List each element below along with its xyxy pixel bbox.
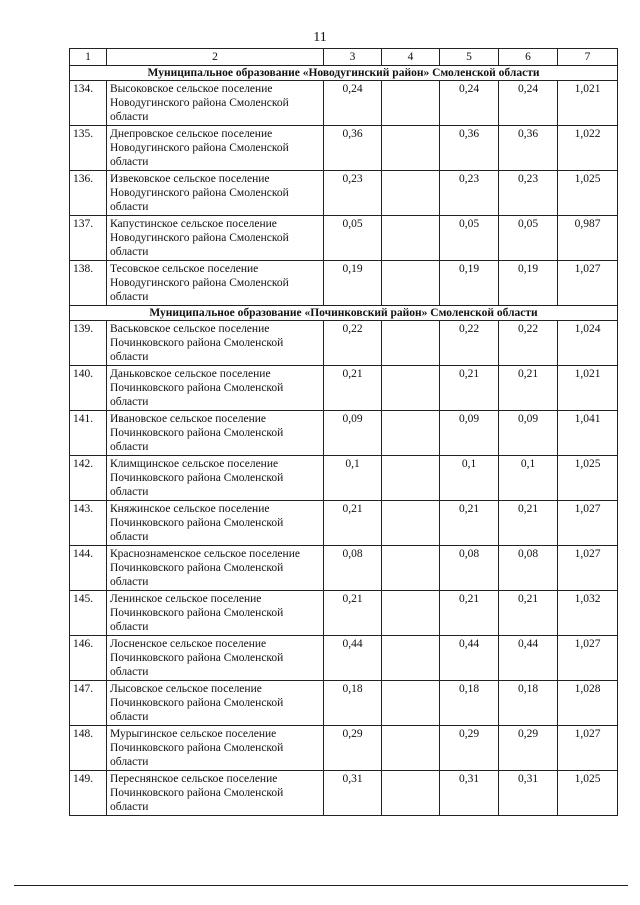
value-col4 (382, 546, 440, 591)
group-header-row (70, 306, 618, 321)
value-col4 (382, 216, 440, 261)
value-col7: 1,041 (558, 411, 618, 456)
value-col3: 0,21 (324, 366, 382, 411)
value-col6: 0,36 (499, 126, 558, 171)
value-col4 (382, 636, 440, 681)
value-col6: 0,21 (499, 591, 558, 636)
table-row (70, 771, 618, 816)
settlement-name: Ленинское сельское поселение Починковского района Смоленской области (107, 591, 324, 636)
row-number: 137. (70, 216, 107, 261)
value-col6: 0,08 (499, 546, 558, 591)
table-row (70, 321, 618, 366)
settlement-name: Переснянское сельское поселение Починковского района Смоленской области (107, 771, 324, 816)
column-header: 3 (324, 49, 382, 66)
value-col6: 0,23 (499, 171, 558, 216)
value-col4 (382, 321, 440, 366)
value-col7: 1,027 (558, 546, 618, 591)
value-col7: 1,032 (558, 591, 618, 636)
value-col4 (382, 126, 440, 171)
row-number: 138. (70, 261, 107, 306)
value-col7: 1,027 (558, 636, 618, 681)
value-col6: 0,19 (499, 261, 558, 306)
settlement-name: Высоковское сельское поселение Новодугинского района Смоленской области (107, 81, 324, 126)
table-row (70, 81, 618, 126)
value-col7: 1,021 (558, 81, 618, 126)
row-number: 140. (70, 366, 107, 411)
settlement-name: Мурыгинское сельское поселение Починковского района Смоленской области (107, 726, 324, 771)
value-col3: 0,21 (324, 591, 382, 636)
column-header: 4 (382, 49, 440, 66)
value-col5: 0,19 (440, 261, 499, 306)
value-col4 (382, 501, 440, 546)
value-col6: 0,44 (499, 636, 558, 681)
settlement-name: Княжинское сельское поселение Починковского района Смоленской области (107, 501, 324, 546)
column-header: 6 (499, 49, 558, 66)
value-col5: 0,36 (440, 126, 499, 171)
value-col3: 0,19 (324, 261, 382, 306)
table-row (70, 126, 618, 171)
value-col7: 1,027 (558, 501, 618, 546)
row-number: 147. (70, 681, 107, 726)
value-col3: 0,09 (324, 411, 382, 456)
table-row (70, 366, 618, 411)
group-title: Муниципальное образование «Починковский район» Смоленской области (70, 306, 618, 321)
value-col4 (382, 366, 440, 411)
value-col7: 1,025 (558, 771, 618, 816)
settlement-name: Капустинское сельское поселение Новодугинского района Смоленской области (107, 216, 324, 261)
group-header-row (70, 66, 618, 81)
value-col5: 0,21 (440, 366, 499, 411)
column-header: 1 (70, 49, 107, 66)
value-col5: 0,31 (440, 771, 499, 816)
value-col5: 0,22 (440, 321, 499, 366)
value-col4 (382, 591, 440, 636)
value-col5: 0,21 (440, 591, 499, 636)
column-header: 5 (440, 49, 499, 66)
row-number: 145. (70, 591, 107, 636)
value-col6: 0,21 (499, 501, 558, 546)
value-col6: 0,05 (499, 216, 558, 261)
value-col7: 1,028 (558, 681, 618, 726)
value-col3: 0,05 (324, 216, 382, 261)
value-col5: 0,24 (440, 81, 499, 126)
value-col6: 0,09 (499, 411, 558, 456)
table-row (70, 261, 618, 306)
row-number: 141. (70, 411, 107, 456)
table-row (70, 456, 618, 501)
page-number: 11 (313, 30, 327, 45)
row-number: 136. (70, 171, 107, 216)
table-row (70, 411, 618, 456)
value-col7: 1,025 (558, 171, 618, 216)
value-col7: 1,021 (558, 366, 618, 411)
value-col5: 0,08 (440, 546, 499, 591)
value-col3: 0,18 (324, 681, 382, 726)
value-col4 (382, 681, 440, 726)
table-body (70, 66, 618, 816)
table-row (70, 171, 618, 216)
column-header: 2 (107, 49, 324, 66)
table-row (70, 591, 618, 636)
row-number: 146. (70, 636, 107, 681)
table-row (70, 636, 618, 681)
value-col5: 0,29 (440, 726, 499, 771)
row-number: 135. (70, 126, 107, 171)
value-col4 (382, 81, 440, 126)
settlement-name: Даньковское сельское поселение Починковского района Смоленской области (107, 366, 324, 411)
value-col5: 0,21 (440, 501, 499, 546)
value-col4 (382, 726, 440, 771)
table-row (70, 501, 618, 546)
value-col7: 1,025 (558, 456, 618, 501)
table-row (70, 726, 618, 771)
value-col4 (382, 171, 440, 216)
value-col5: 0,44 (440, 636, 499, 681)
settlement-name: Ивановское сельское поселение Починковского района Смоленской области (107, 411, 324, 456)
value-col4 (382, 411, 440, 456)
value-col3: 0,23 (324, 171, 382, 216)
settlement-name: Климщинское сельское поселение Починковского района Смоленской области (107, 456, 324, 501)
value-col5: 0,09 (440, 411, 499, 456)
value-col3: 0,22 (324, 321, 382, 366)
value-col3: 0,36 (324, 126, 382, 171)
value-col3: 0,08 (324, 546, 382, 591)
settlement-name: Тесовское сельское поселение Новодугинского района Смоленской области (107, 261, 324, 306)
value-col5: 0,1 (440, 456, 499, 501)
value-col5: 0,23 (440, 171, 499, 216)
value-col5: 0,05 (440, 216, 499, 261)
value-col7: 1,027 (558, 726, 618, 771)
value-col4 (382, 456, 440, 501)
settlement-name: Краснознаменское сельское поселение Починковского района Смоленской области (107, 546, 324, 591)
group-title: Муниципальное образование «Новодугинский район» Смоленской области (70, 66, 618, 81)
row-number: 142. (70, 456, 107, 501)
row-number: 139. (70, 321, 107, 366)
table-row (70, 546, 618, 591)
value-col3: 0,29 (324, 726, 382, 771)
value-col3: 0,21 (324, 501, 382, 546)
row-number: 134. (70, 81, 107, 126)
row-number: 148. (70, 726, 107, 771)
value-col7: 0,987 (558, 216, 618, 261)
value-col3: 0,31 (324, 771, 382, 816)
value-col7: 1,027 (558, 261, 618, 306)
settlement-name: Лысовское сельское поселение Починковского района Смоленской области (107, 681, 324, 726)
header-row (70, 49, 618, 66)
value-col7: 1,022 (558, 126, 618, 171)
table-row (70, 681, 618, 726)
value-col6: 0,22 (499, 321, 558, 366)
value-col3: 0,24 (324, 81, 382, 126)
value-col6: 0,31 (499, 771, 558, 816)
value-col6: 0,29 (499, 726, 558, 771)
settlement-name: Днепровское сельское поселение Новодугинского района Смоленской области (107, 126, 324, 171)
value-col4 (382, 771, 440, 816)
row-number: 149. (70, 771, 107, 816)
data-table (69, 48, 618, 816)
settlement-name: Извековское сельское поселение Новодугинского района Смоленской области (107, 171, 324, 216)
column-header: 7 (558, 49, 618, 66)
settlement-name: Лосненское сельское поселение Починковского района Смоленской области (107, 636, 324, 681)
value-col3: 0,44 (324, 636, 382, 681)
row-number: 144. (70, 546, 107, 591)
row-number: 143. (70, 501, 107, 546)
value-col3: 0,1 (324, 456, 382, 501)
value-col6: 0,1 (499, 456, 558, 501)
value-col5: 0,18 (440, 681, 499, 726)
footer-divider (14, 885, 628, 886)
table-row (70, 216, 618, 261)
value-col6: 0,18 (499, 681, 558, 726)
settlement-name: Васьковское сельское поселение Починковского района Смоленской области (107, 321, 324, 366)
value-col6: 0,24 (499, 81, 558, 126)
value-col7: 1,024 (558, 321, 618, 366)
value-col4 (382, 261, 440, 306)
value-col6: 0,21 (499, 366, 558, 411)
